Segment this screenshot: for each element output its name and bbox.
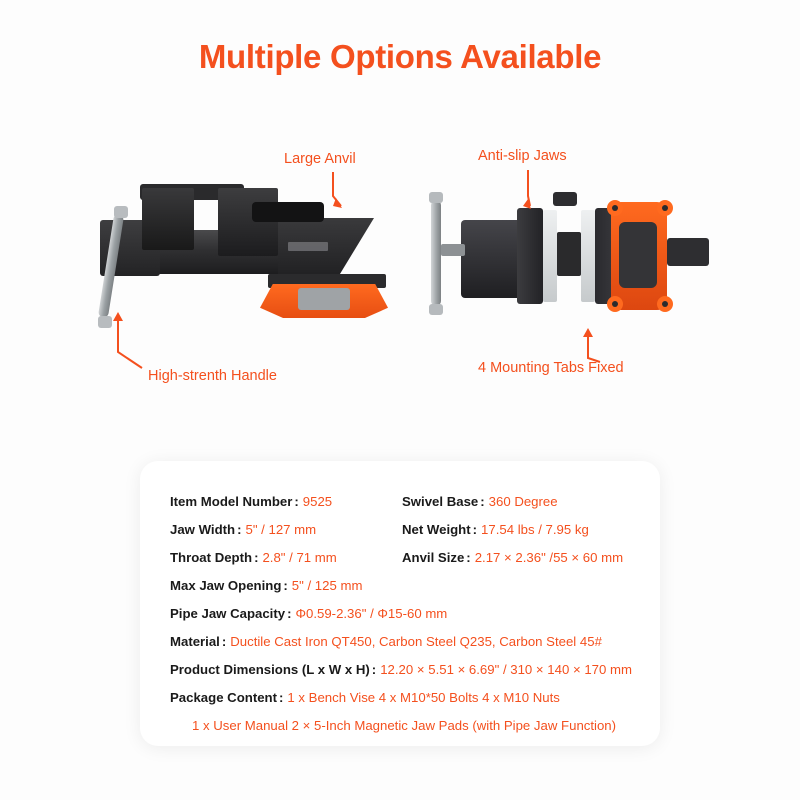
brand-logo — [288, 242, 328, 251]
spec-value: 2.17 × 2.36" /55 × 60 mm — [474, 550, 624, 565]
handle-cap-top — [114, 206, 128, 218]
spec-package-content-extra: 1 x User Manual 2 × 5-Inch Magnetic Jaw Pads (with Pipe Jaw Function) — [192, 718, 617, 733]
vise-front-jaw-left — [517, 208, 543, 304]
spec-net-weight — [402, 522, 640, 539]
spec-separator: : — [287, 606, 292, 621]
spec-label: Package Content — [170, 690, 277, 705]
spec-row — [170, 662, 640, 679]
spec-row — [170, 718, 640, 735]
spec-value: 5" / 127 mm — [245, 522, 317, 537]
spec-separator: : — [221, 634, 227, 649]
spec-separator: : — [466, 550, 471, 565]
callout-large-anvil: Large Anvil — [284, 151, 356, 167]
spec-label: Jaw Width — [170, 522, 236, 537]
spec-label: Net Weight — [402, 522, 471, 537]
spec-value: 12.20 × 5.51 × 6.69" / 310 × 140 × 170 mm — [380, 662, 632, 677]
spec-separator: : — [480, 494, 485, 509]
handle-bar-front — [431, 200, 441, 306]
spec-row — [170, 494, 640, 511]
spec-separator: : — [294, 494, 299, 509]
spec-row — [170, 578, 640, 595]
spec-separator: : — [254, 550, 259, 565]
callout-anti-slip-jaws: Anti-slip Jaws — [478, 148, 567, 164]
spec-swivel-base — [402, 494, 640, 511]
spec-row — [170, 522, 640, 539]
product-image-side-view — [92, 178, 412, 338]
spec-anvil-size — [402, 550, 640, 567]
specification-list — [170, 494, 640, 746]
spec-value: 360 Degree — [488, 494, 558, 509]
spec-product-dimensions — [170, 662, 632, 679]
spec-row — [170, 690, 640, 707]
spec-separator: : — [283, 578, 288, 593]
anti-slip-pad-right — [581, 210, 595, 302]
page-title: Multiple Options Available — [198, 38, 602, 75]
swivel-base-front-inner — [619, 222, 657, 288]
spec-label: Max Jaw Opening — [170, 578, 282, 593]
spec-separator: : — [237, 522, 242, 537]
spec-value: 2.8" / 71 mm — [262, 550, 337, 565]
spec-separator: : — [472, 522, 478, 537]
product-image-front-view — [425, 186, 705, 336]
jaw-top-cap — [553, 192, 577, 206]
mounting-tab — [607, 296, 623, 312]
spec-value: 5" / 125 mm — [291, 578, 363, 593]
spec-material — [170, 634, 602, 651]
spec-label: Material — [170, 634, 220, 649]
specification-card — [140, 461, 660, 746]
spec-row — [170, 634, 640, 651]
mounting-tab — [657, 296, 673, 312]
spec-value: 17.54 lbs / 7.95 kg — [481, 522, 589, 537]
spec-label: Throat Depth — [170, 550, 253, 565]
spec-jaw-width — [170, 522, 402, 539]
vise-jaw-rear — [218, 188, 278, 256]
jaw-gap — [557, 232, 581, 276]
spec-separator: : — [279, 690, 284, 705]
vise-rear-block — [667, 238, 709, 266]
spec-package-content — [170, 690, 560, 707]
spec-max-jaw-opening — [170, 578, 402, 595]
handle-cap-bottom — [98, 316, 112, 328]
spec-value: Ductile Cast Iron QT450, Carbon Steel Q235, Carbon Steel 45# — [230, 634, 602, 649]
callout-mounting-tabs: 4 Mounting Tabs Fixed — [478, 360, 624, 376]
spec-throat-depth — [170, 550, 402, 567]
vise-jaw-front — [142, 188, 194, 250]
spec-label: Anvil Size — [402, 550, 465, 565]
spec-value: 9525 — [302, 494, 333, 509]
spec-label: Swivel Base — [402, 494, 479, 509]
callout-high-strength-handle: High-strenth Handle — [148, 368, 277, 384]
spec-row — [170, 550, 640, 567]
spec-item-model-number — [170, 494, 402, 511]
spec-label: Pipe Jaw Capacity — [170, 606, 286, 621]
spec-separator: : — [371, 662, 377, 677]
mounting-tab — [607, 200, 623, 216]
handle-cap-bottom-front — [429, 304, 443, 315]
spec-value: 1 x Bench Vise 4 x M10*50 Bolts 4 x M10 Nuts — [287, 690, 560, 705]
anvil-surface — [252, 202, 324, 222]
spec-label: Product Dimensions (L x W x H) — [170, 662, 370, 677]
swivel-base-center — [298, 288, 350, 310]
handle-cap-top-front — [429, 192, 443, 203]
lead-screw — [441, 244, 465, 256]
spec-pipe-jaw-capacity — [170, 606, 448, 623]
spec-label: Item Model Number — [170, 494, 293, 509]
spec-row — [170, 606, 640, 623]
mounting-tab — [657, 200, 673, 216]
anti-slip-pad-left — [543, 210, 557, 302]
spec-value: Φ0.59-2.36" / Φ15-60 mm — [295, 606, 448, 621]
